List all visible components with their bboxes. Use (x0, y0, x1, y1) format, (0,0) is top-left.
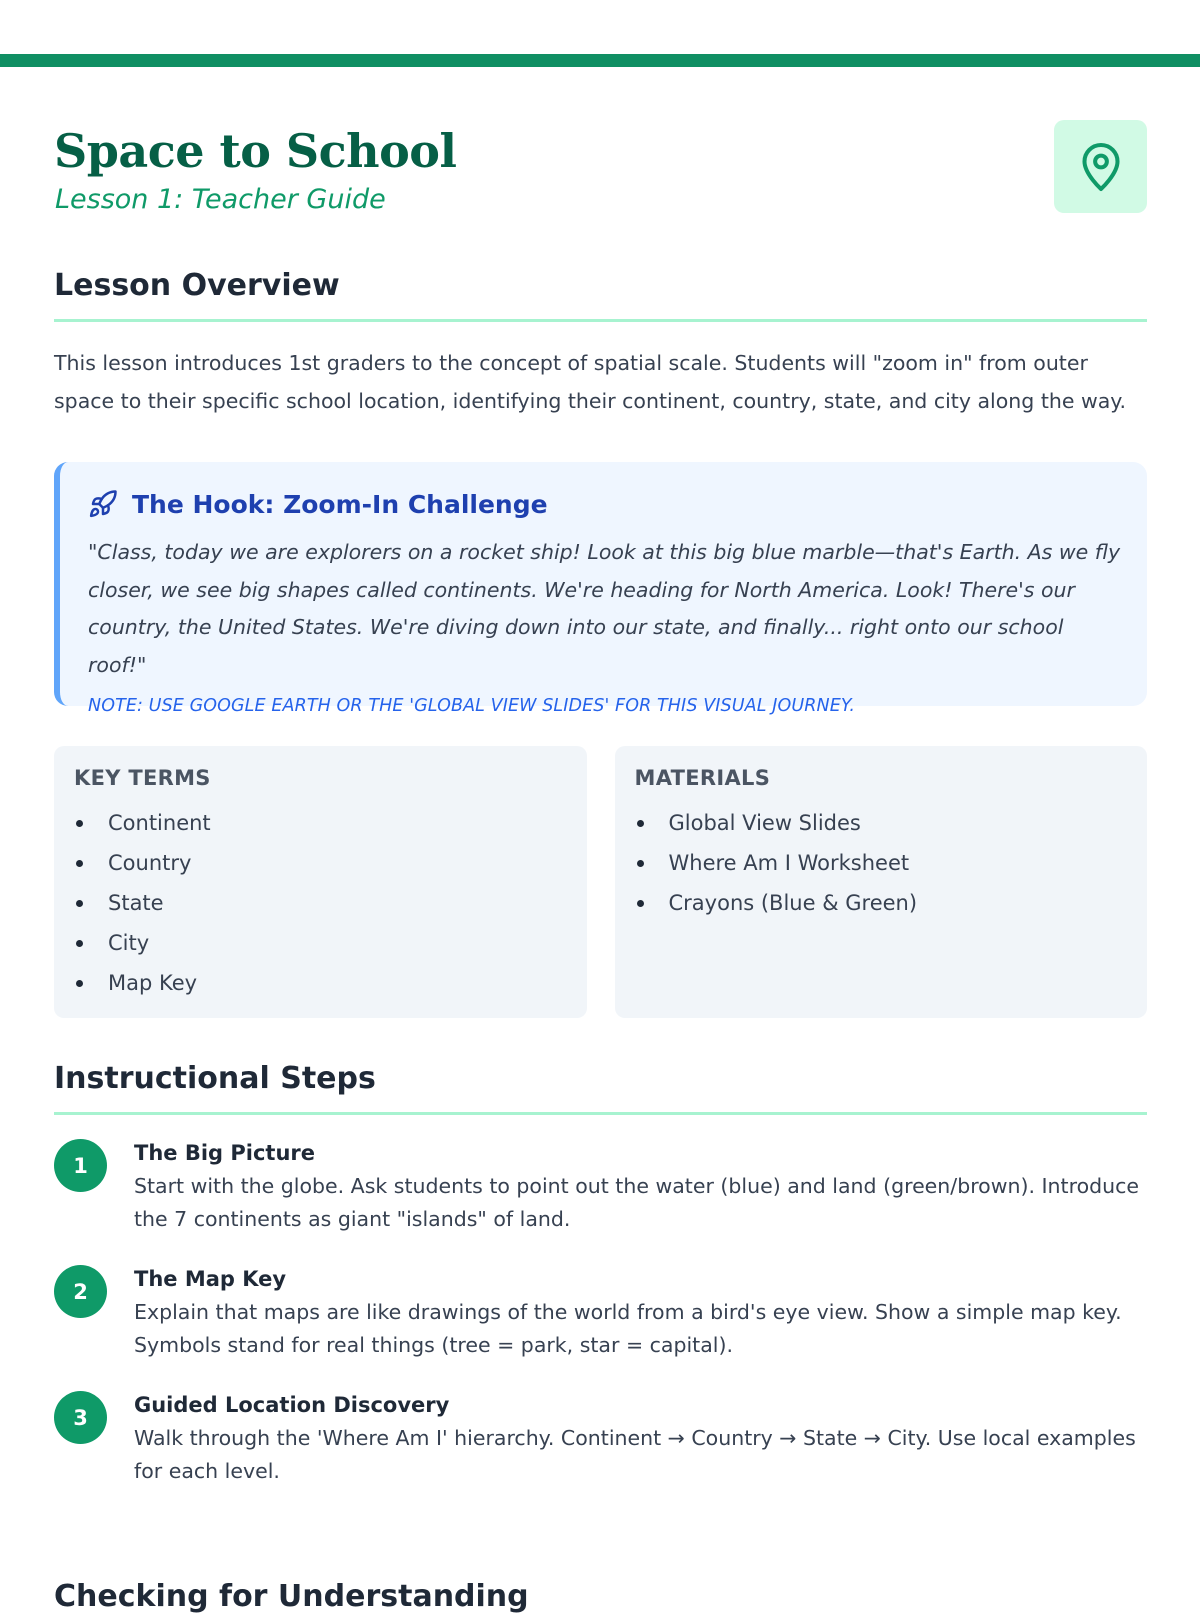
hook-callout (54, 462, 1147, 716)
hook-note: NOTE: USE GOOGLE EARTH OR THE 'GLOBAL VIEW SLIDES' FOR THIS VISUAL JOURNEY. (88, 696, 856, 716)
step-item (54, 1391, 1147, 1517)
materials-list (635, 803, 1128, 923)
section-divider (54, 1112, 1147, 1115)
steps-list (54, 1139, 1147, 1517)
step-item (54, 1139, 1147, 1265)
hook-quote: "Class, today we are explorers on a rocket ship! Look at this big blue marble—that's Earth. As we fly closer, we see big shapes called continents. We're heading for North America. Look! There's our country, the United States. We're diving down into our state, and finally... right onto our school roof!" (88, 540, 1121, 677)
page-subtitle: Lesson 1: Teacher Guide (55, 184, 386, 215)
map-pin-icon (1079, 141, 1123, 193)
materials-label: MATERIALS (634, 766, 771, 790)
top-accent-bar (0, 54, 1200, 67)
lesson-overview-heading: Lesson Overview (54, 268, 340, 303)
step-title: The Big Picture (134, 1141, 316, 1165)
step-title: The Map Key (134, 1267, 287, 1291)
page-title: Space to School (54, 124, 457, 178)
step-number-badge: 3 (54, 1391, 107, 1444)
step-number-badge: 1 (54, 1139, 107, 1192)
step-text: Start with the globe. Ask students to point out the water (blue) and land (green/brown). Introduce the 7 continents as giant "islands" of land. (134, 1174, 1140, 1231)
step-number-badge: 2 (54, 1265, 107, 1318)
list-item: Where Am I Worksheet (635, 843, 1128, 883)
list-item: City (74, 923, 567, 963)
page-header (54, 120, 1147, 225)
list-item: State (74, 883, 567, 923)
section-divider (54, 319, 1147, 322)
list-item: Country (74, 843, 567, 883)
rocket-icon (88, 489, 118, 519)
hook-title: The Hook: Zoom-In Challenge (132, 489, 548, 519)
hook-title-row (88, 488, 1123, 520)
list-item: Global View Slides (635, 803, 1128, 843)
list-item: Continent (74, 803, 567, 843)
instructional-steps-heading: Instructional Steps (54, 1061, 376, 1096)
location-badge (1054, 120, 1147, 213)
lesson-overview-text: This lesson introduces 1st graders to the concept of spatial scale. Students will "zoom in" from outer space to their specific school location, identifying their continent, country, state, and city along the way. (54, 351, 1127, 413)
materials-box (615, 746, 1148, 1018)
key-terms-list (74, 803, 567, 1003)
key-terms-label: KEY TERMS (74, 766, 211, 790)
step-text: Explain that maps are like drawings of the world from a bird's eye view. Show a simple map key. Symbols stand for real things (tree = park, star = capital). (134, 1300, 1122, 1357)
list-item: Map Key (74, 963, 567, 1003)
list-item: Crayons (Blue & Green) (635, 883, 1128, 923)
key-terms-box (54, 746, 587, 1018)
step-title: Guided Location Discovery (134, 1393, 450, 1417)
step-text: Walk through the 'Where Am I' hierarchy. Continent → Country → State → City. Use local examples for each level. (134, 1426, 1136, 1483)
teacher-guide-page (54, 120, 1147, 1517)
info-boxes (54, 746, 1147, 1018)
step-item (54, 1265, 1147, 1391)
checking-for-understanding-heading: Checking for Understanding (54, 1579, 529, 1614)
